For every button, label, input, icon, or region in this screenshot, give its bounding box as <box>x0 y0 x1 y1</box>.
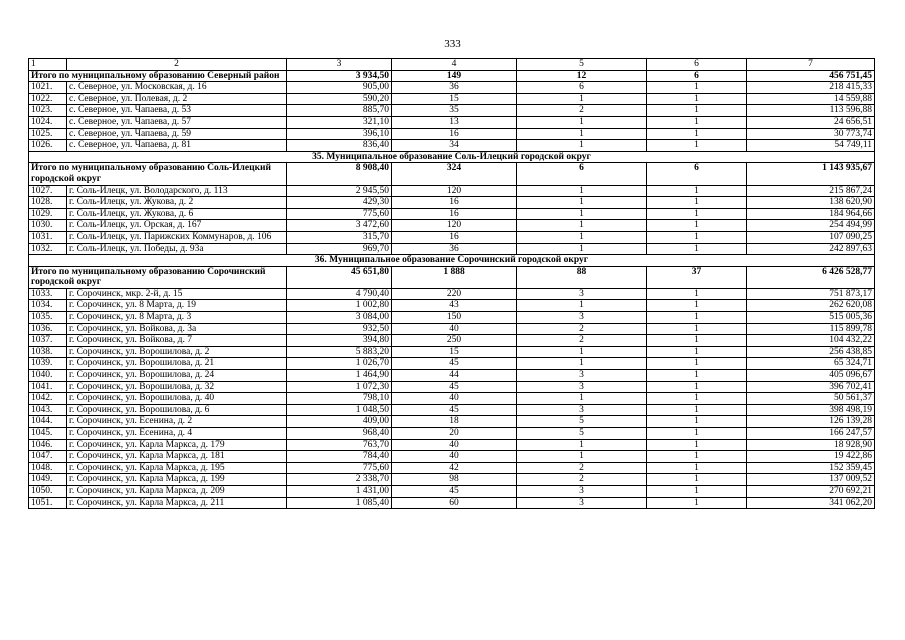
row-residents: 16 <box>392 231 517 243</box>
row-residents: 42 <box>392 462 517 474</box>
row-residents: 44 <box>392 370 517 382</box>
row-residents: 45 <box>392 358 517 370</box>
row-address: г. Сорочинск, ул. Карла Маркса, д. 211 <box>67 497 287 509</box>
row-number: 1037. <box>29 335 67 347</box>
table-row <box>29 381 875 393</box>
row-number: 1043. <box>29 404 67 416</box>
row-address: г. Соль-Илецк, ул. Жукова, д. 6 <box>67 208 287 220</box>
row-address: г. Сорочинск, ул. Ворошилова, д. 2 <box>67 346 287 358</box>
row-col6: 1 <box>647 474 747 486</box>
table-row <box>29 231 875 243</box>
row-area: 590,20 <box>287 93 392 105</box>
row-col6: 1 <box>647 462 747 474</box>
row-col6: 1 <box>647 381 747 393</box>
row-address: г. Сорочинск, ул. Карла Маркса, д. 199 <box>67 474 287 486</box>
row-col6: 1 <box>647 300 747 312</box>
row-area: 396,10 <box>287 128 392 140</box>
row-address: с. Северное, ул. Чапаева, д. 59 <box>67 128 287 140</box>
row-residents: 16 <box>392 208 517 220</box>
row-amount: 166 247,57 <box>747 428 875 440</box>
row-number: 1028. <box>29 197 67 209</box>
total-area: 45 651,80 <box>287 266 392 288</box>
row-col6: 1 <box>647 451 747 463</box>
row-col6: 1 <box>647 140 747 152</box>
row-residents: 34 <box>392 140 517 152</box>
column-number: 4 <box>392 59 517 71</box>
table-row <box>29 439 875 451</box>
table-row <box>29 370 875 382</box>
row-residents: 45 <box>392 381 517 393</box>
row-amount: 152 359,45 <box>747 462 875 474</box>
row-amount: 18 928,90 <box>747 439 875 451</box>
row-col5: 1 <box>517 451 647 463</box>
row-residents: 36 <box>392 82 517 94</box>
row-area: 969,70 <box>287 243 392 255</box>
total-amount: 1 143 935,67 <box>747 163 875 185</box>
row-col6: 1 <box>647 358 747 370</box>
row-amount: 138 620,90 <box>747 197 875 209</box>
table-row <box>29 93 875 105</box>
total-col5: 12 <box>517 70 647 82</box>
row-area: 1 431,00 <box>287 485 392 497</box>
row-residents: 150 <box>392 312 517 324</box>
table-row <box>29 116 875 128</box>
row-col6: 1 <box>647 231 747 243</box>
row-col5: 1 <box>517 220 647 232</box>
row-col5: 2 <box>517 335 647 347</box>
row-col6: 1 <box>647 393 747 405</box>
row-amount: 113 596,88 <box>747 105 875 117</box>
row-col6: 1 <box>647 312 747 324</box>
page-number: 333 <box>444 38 461 50</box>
row-address: г. Сорочинск, ул. Карла Маркса, д. 209 <box>67 485 287 497</box>
total-residents: 1 888 <box>392 266 517 288</box>
row-address: г. Соль-Илецк, ул. Орская, д. 167 <box>67 220 287 232</box>
row-residents: 40 <box>392 439 517 451</box>
row-address: г. Сорочинск, ул. Есенина, д. 2 <box>67 416 287 428</box>
row-area: 968,40 <box>287 428 392 440</box>
table-row <box>29 312 875 324</box>
row-number: 1023. <box>29 105 67 117</box>
row-col6: 1 <box>647 288 747 300</box>
row-area: 1 072,30 <box>287 381 392 393</box>
row-number: 1048. <box>29 462 67 474</box>
row-col5: 3 <box>517 497 647 509</box>
row-number: 1022. <box>29 93 67 105</box>
row-number: 1051. <box>29 497 67 509</box>
row-col5: 1 <box>517 346 647 358</box>
column-number: 6 <box>647 59 747 71</box>
row-col5: 1 <box>517 243 647 255</box>
row-area: 1 085,40 <box>287 497 392 509</box>
row-number: 1039. <box>29 358 67 370</box>
table-row <box>29 288 875 300</box>
total-area: 3 934,50 <box>287 70 392 82</box>
column-number: 3 <box>287 59 392 71</box>
total-col6: 37 <box>647 266 747 288</box>
row-area: 1 464,90 <box>287 370 392 382</box>
row-amount: 242 897,63 <box>747 243 875 255</box>
row-col5: 1 <box>517 208 647 220</box>
table-row <box>29 404 875 416</box>
row-area: 775,60 <box>287 208 392 220</box>
table-row <box>29 462 875 474</box>
total-col5: 6 <box>517 163 647 185</box>
row-residents: 15 <box>392 93 517 105</box>
row-amount: 50 561,37 <box>747 393 875 405</box>
row-col5: 6 <box>517 82 647 94</box>
column-number: 7 <box>747 59 875 71</box>
row-address: г. Сорочинск, мкр. 2-й, д. 15 <box>67 288 287 300</box>
row-address: г. Сорочинск, ул. Ворошилова, д. 32 <box>67 381 287 393</box>
row-address: г. Сорочинск, ул. Карла Маркса, д. 179 <box>67 439 287 451</box>
table-row <box>29 346 875 358</box>
row-area: 784,40 <box>287 451 392 463</box>
row-number: 1033. <box>29 288 67 300</box>
row-col5: 3 <box>517 312 647 324</box>
row-area: 763,70 <box>287 439 392 451</box>
row-col6: 1 <box>647 439 747 451</box>
row-col5: 1 <box>517 300 647 312</box>
total-row <box>29 266 875 288</box>
row-residents: 40 <box>392 451 517 463</box>
row-residents: 16 <box>392 197 517 209</box>
row-number: 1035. <box>29 312 67 324</box>
row-amount: 104 432,22 <box>747 335 875 347</box>
row-number: 1021. <box>29 82 67 94</box>
row-col5: 1 <box>517 185 647 197</box>
row-col5: 2 <box>517 105 647 117</box>
row-number: 1025. <box>29 128 67 140</box>
row-amount: 262 620,08 <box>747 300 875 312</box>
total-col6: 6 <box>647 163 747 185</box>
row-number: 1032. <box>29 243 67 255</box>
row-col5: 1 <box>517 116 647 128</box>
row-amount: 215 867,24 <box>747 185 875 197</box>
row-address: г. Сорочинск, ул. Ворошилова, д. 6 <box>67 404 287 416</box>
row-col5: 3 <box>517 485 647 497</box>
row-area: 932,50 <box>287 323 392 335</box>
total-label: Итого по муниципальному образованию Северный район <box>29 70 287 82</box>
row-area: 429,30 <box>287 197 392 209</box>
row-residents: 45 <box>392 485 517 497</box>
row-col5: 5 <box>517 428 647 440</box>
row-col5: 1 <box>517 393 647 405</box>
row-amount: 184 964,66 <box>747 208 875 220</box>
table-row <box>29 82 875 94</box>
row-col5: 5 <box>517 416 647 428</box>
row-col5: 1 <box>517 128 647 140</box>
row-address: г. Соль-Илецк, ул. Парижских Коммунаров, д. 106 <box>67 231 287 243</box>
row-number: 1040. <box>29 370 67 382</box>
row-col6: 1 <box>647 243 747 255</box>
row-number: 1050. <box>29 485 67 497</box>
row-address: с. Северное, ул. Полевая, д. 2 <box>67 93 287 105</box>
row-amount: 341 062,20 <box>747 497 875 509</box>
row-amount: 398 498,19 <box>747 404 875 416</box>
row-area: 798,10 <box>287 393 392 405</box>
table-row <box>29 323 875 335</box>
row-area: 885,70 <box>287 105 392 117</box>
row-col6: 1 <box>647 93 747 105</box>
row-area: 905,00 <box>287 82 392 94</box>
row-col6: 1 <box>647 128 747 140</box>
table-row <box>29 497 875 509</box>
row-address: г. Сорочинск, ул. Войкова, д. 3а <box>67 323 287 335</box>
table-row <box>29 393 875 405</box>
row-address: с. Северное, ул. Чапаева, д. 81 <box>67 140 287 152</box>
registry-body <box>29 59 875 509</box>
row-amount: 515 005,36 <box>747 312 875 324</box>
row-residents: 43 <box>392 300 517 312</box>
row-area: 2 945,50 <box>287 185 392 197</box>
row-address: с. Северное, ул. Московская, д. 16 <box>67 82 287 94</box>
row-amount: 19 422,86 <box>747 451 875 463</box>
row-col5: 1 <box>517 231 647 243</box>
row-col5: 1 <box>517 439 647 451</box>
row-number: 1045. <box>29 428 67 440</box>
row-col6: 1 <box>647 485 747 497</box>
row-residents: 13 <box>392 116 517 128</box>
row-area: 1 048,50 <box>287 404 392 416</box>
row-col6: 1 <box>647 185 747 197</box>
row-residents: 98 <box>392 474 517 486</box>
row-area: 836,40 <box>287 140 392 152</box>
row-col5: 3 <box>517 288 647 300</box>
row-number: 1036. <box>29 323 67 335</box>
total-residents: 324 <box>392 163 517 185</box>
row-col5: 1 <box>517 140 647 152</box>
table-row <box>29 243 875 255</box>
table-row <box>29 416 875 428</box>
row-col6: 1 <box>647 428 747 440</box>
row-address: с. Северное, ул. Чапаева, д. 57 <box>67 116 287 128</box>
row-number: 1047. <box>29 451 67 463</box>
row-col5: 3 <box>517 404 647 416</box>
row-number: 1031. <box>29 231 67 243</box>
row-address: г. Соль-Илецк, ул. Жукова, д. 2 <box>67 197 287 209</box>
row-col5: 1 <box>517 93 647 105</box>
row-address: г. Сорочинск, ул. Войкова, д. 7 <box>67 335 287 347</box>
row-amount: 256 438,85 <box>747 346 875 358</box>
row-amount: 115 899,78 <box>747 323 875 335</box>
row-number: 1034. <box>29 300 67 312</box>
row-number: 1049. <box>29 474 67 486</box>
row-number: 1044. <box>29 416 67 428</box>
table-row <box>29 220 875 232</box>
column-number-row <box>29 59 875 71</box>
row-number: 1029. <box>29 208 67 220</box>
row-residents: 15 <box>392 346 517 358</box>
row-residents: 18 <box>392 416 517 428</box>
table-row <box>29 335 875 347</box>
table-row <box>29 358 875 370</box>
row-address: г. Сорочинск, ул. Есенина, д. 4 <box>67 428 287 440</box>
table-row <box>29 197 875 209</box>
row-area: 3 084,00 <box>287 312 392 324</box>
row-address: г. Соль-Илецк, ул. Володарского, д. 113 <box>67 185 287 197</box>
section-heading: 36. Муниципальное образование Сорочинский городской округ <box>29 255 875 267</box>
total-area: 8 908,40 <box>287 163 392 185</box>
row-area: 5 883,20 <box>287 346 392 358</box>
registry-table <box>28 58 875 509</box>
row-area: 3 472,60 <box>287 220 392 232</box>
row-amount: 24 656,51 <box>747 116 875 128</box>
row-col6: 1 <box>647 197 747 209</box>
row-amount: 218 415,33 <box>747 82 875 94</box>
table-row <box>29 485 875 497</box>
row-amount: 54 749,11 <box>747 140 875 152</box>
row-address: г. Сорочинск, ул. Карла Маркса, д. 195 <box>67 462 287 474</box>
row-residents: 45 <box>392 404 517 416</box>
row-residents: 40 <box>392 393 517 405</box>
column-number: 2 <box>67 59 287 71</box>
row-col5: 3 <box>517 370 647 382</box>
row-residents: 35 <box>392 105 517 117</box>
row-number: 1024. <box>29 116 67 128</box>
row-address: г. Сорочинск, ул. Ворошилова, д. 24 <box>67 370 287 382</box>
row-number: 1027. <box>29 185 67 197</box>
row-area: 394,80 <box>287 335 392 347</box>
row-amount: 751 873,17 <box>747 288 875 300</box>
row-area: 315,70 <box>287 231 392 243</box>
total-label: Итого по муниципальному образованию Соль-Илецкий городской округ <box>29 163 287 185</box>
row-col6: 1 <box>647 497 747 509</box>
row-amount: 126 139,28 <box>747 416 875 428</box>
table-row <box>29 300 875 312</box>
row-address: г. Сорочинск, ул. Ворошилова, д. 21 <box>67 358 287 370</box>
total-amount: 456 751,45 <box>747 70 875 82</box>
row-area: 2 338,70 <box>287 474 392 486</box>
table-row <box>29 105 875 117</box>
row-address: г. Сорочинск, ул. Карла Маркса, д. 181 <box>67 451 287 463</box>
row-col5: 2 <box>517 462 647 474</box>
row-amount: 270 692,21 <box>747 485 875 497</box>
table-row <box>29 185 875 197</box>
row-residents: 40 <box>392 323 517 335</box>
column-number: 5 <box>517 59 647 71</box>
row-area: 4 790,40 <box>287 288 392 300</box>
row-col6: 1 <box>647 208 747 220</box>
row-number: 1038. <box>29 346 67 358</box>
row-number: 1026. <box>29 140 67 152</box>
row-amount: 137 009,52 <box>747 474 875 486</box>
row-amount: 65 324,71 <box>747 358 875 370</box>
row-residents: 20 <box>392 428 517 440</box>
row-col6: 1 <box>647 346 747 358</box>
table-row <box>29 128 875 140</box>
row-area: 775,60 <box>287 462 392 474</box>
row-col6: 1 <box>647 416 747 428</box>
row-residents: 220 <box>392 288 517 300</box>
row-amount: 30 773,74 <box>747 128 875 140</box>
total-col5: 88 <box>517 266 647 288</box>
row-residents: 60 <box>392 497 517 509</box>
row-amount: 405 096,67 <box>747 370 875 382</box>
table-row <box>29 474 875 486</box>
row-address: г. Сорочинск, ул. 8 Марта, д. 19 <box>67 300 287 312</box>
table-row <box>29 208 875 220</box>
row-col5: 1 <box>517 197 647 209</box>
row-col6: 1 <box>647 404 747 416</box>
row-amount: 254 494,99 <box>747 220 875 232</box>
row-address: с. Северное, ул. Чапаева, д. 53 <box>67 105 287 117</box>
total-row <box>29 70 875 82</box>
table-row <box>29 428 875 440</box>
row-col5: 3 <box>517 381 647 393</box>
row-col6: 1 <box>647 105 747 117</box>
row-col6: 1 <box>647 370 747 382</box>
row-number: 1041. <box>29 381 67 393</box>
row-area: 1 026,70 <box>287 358 392 370</box>
row-col6: 1 <box>647 220 747 232</box>
row-col5: 2 <box>517 323 647 335</box>
table-row <box>29 451 875 463</box>
row-area: 1 002,80 <box>287 300 392 312</box>
row-col6: 1 <box>647 116 747 128</box>
row-amount: 396 702,41 <box>747 381 875 393</box>
row-col5: 1 <box>517 358 647 370</box>
row-address: г. Сорочинск, ул. 8 Марта, д. 3 <box>67 312 287 324</box>
total-label: Итого по муниципальному образованию Сорочинский городской округ <box>29 266 287 288</box>
section-heading-row <box>29 151 875 163</box>
section-heading-row <box>29 255 875 267</box>
row-number: 1030. <box>29 220 67 232</box>
row-number: 1042. <box>29 393 67 405</box>
row-amount: 14 559,88 <box>747 93 875 105</box>
row-residents: 250 <box>392 335 517 347</box>
row-amount: 107 090,25 <box>747 231 875 243</box>
row-col6: 1 <box>647 82 747 94</box>
row-col6: 1 <box>647 323 747 335</box>
row-address: г. Сорочинск, ул. Ворошилова, д. 40 <box>67 393 287 405</box>
row-residents: 120 <box>392 220 517 232</box>
column-number: 1 <box>29 59 67 71</box>
total-residents: 149 <box>392 70 517 82</box>
row-col5: 2 <box>517 474 647 486</box>
row-residents: 36 <box>392 243 517 255</box>
total-col6: 6 <box>647 70 747 82</box>
row-residents: 16 <box>392 128 517 140</box>
total-row <box>29 163 875 185</box>
row-number: 1046. <box>29 439 67 451</box>
row-area: 409,00 <box>287 416 392 428</box>
section-heading: 35. Муниципальное образование Соль-Илецкий городской округ <box>29 151 875 163</box>
total-amount: 6 426 528,77 <box>747 266 875 288</box>
row-residents: 120 <box>392 185 517 197</box>
row-col6: 1 <box>647 335 747 347</box>
table-row <box>29 140 875 152</box>
row-address: г. Соль-Илецк, ул. Победы, д. 93а <box>67 243 287 255</box>
row-area: 321,10 <box>287 116 392 128</box>
